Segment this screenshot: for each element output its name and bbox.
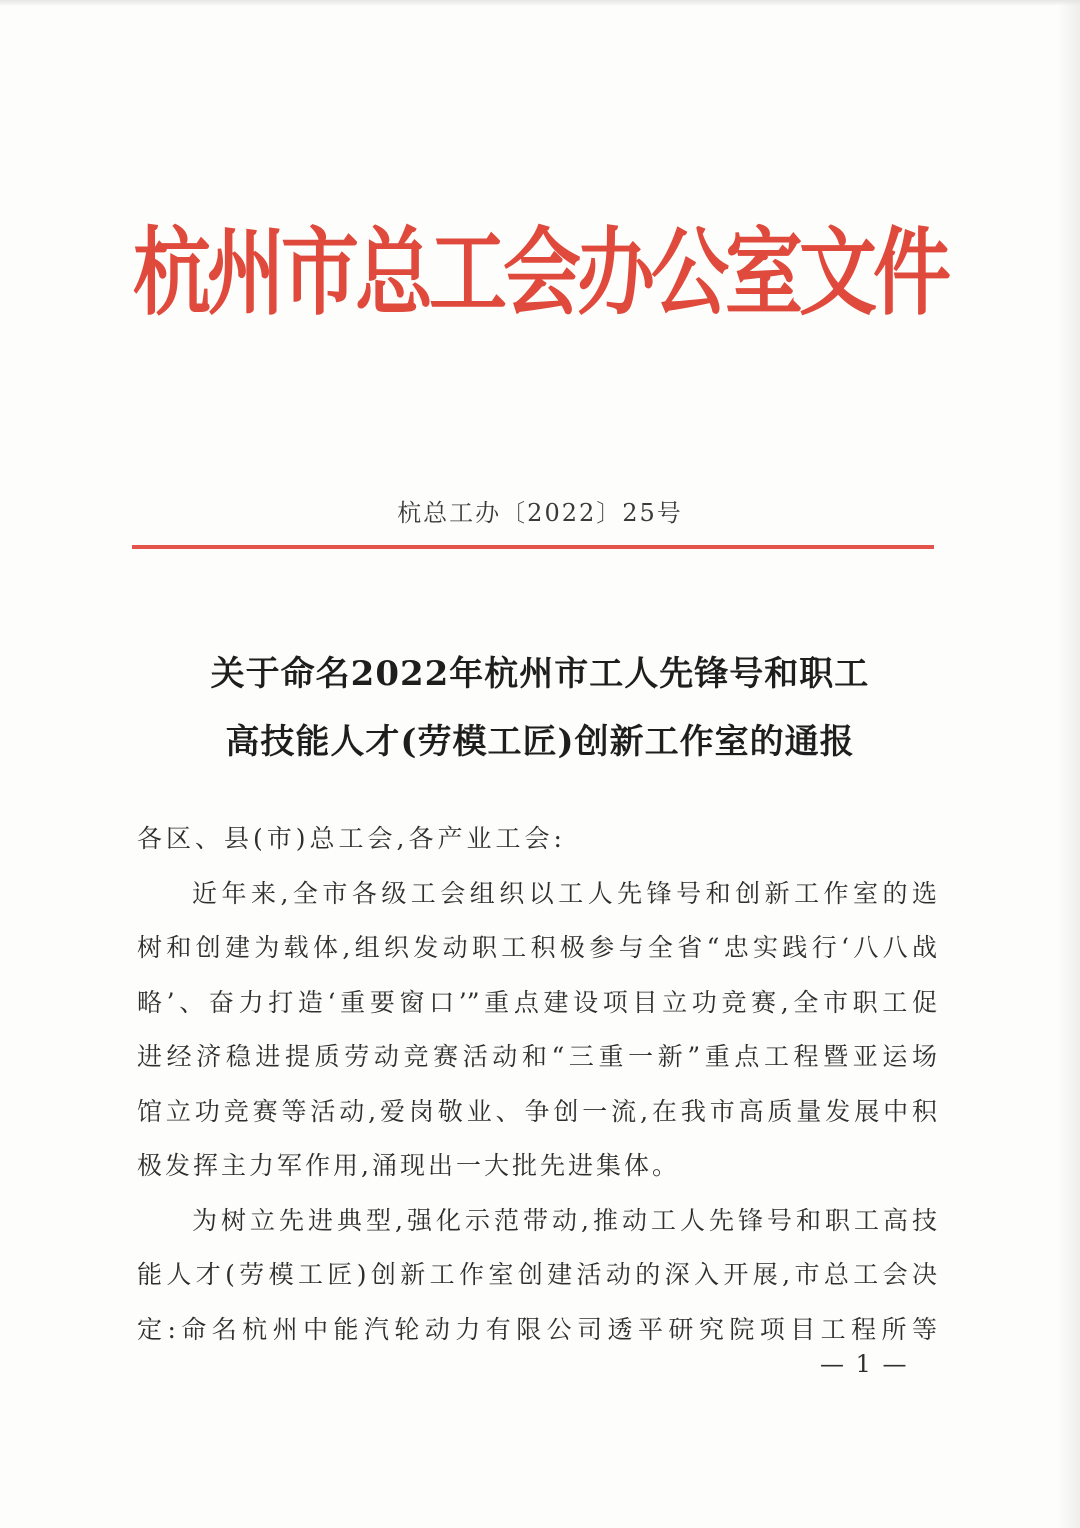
page-number: — 1 — (820, 1350, 909, 1378)
notice-title (0, 640, 1080, 776)
scan-top-shadow (0, 0, 1080, 6)
notice-title-line-2: 高技能人才(劳模工匠)创新工作室的通报 (225, 722, 855, 762)
paragraph-1-line: 极发挥主力军作用,涌现出一大批先进集体。 (137, 1151, 680, 1180)
scan-edge-shadow (1058, 0, 1080, 1528)
issuer-header-title: 杭州市总工会办公室文件 (132, 218, 947, 329)
paragraph-1-line: 馆立功竞赛等活动,爱岗敬业、争创一流,在我市高质量发展中积 (137, 1096, 937, 1126)
red-separator-line (132, 545, 934, 549)
salutation: 各区、县(市)总工会,各产业工会: (137, 824, 566, 853)
paragraph-2-line: 定:命名杭州中能汽轮动力有限公司透平研究院项目工程所等 (137, 1314, 937, 1344)
paragraph-1-line: 进经济稳进提质劳动竞赛活动和“三重一新”重点工程暨亚运场 (137, 1042, 937, 1071)
notice-body (137, 812, 937, 1357)
paragraph-1-line: 近年来,全市各级工会组织以工人先锋号和创新工作室的选 (192, 878, 937, 908)
paragraph-2-line: 能人才(劳模工匠)创新工作室创建活动的深入开展,市总工会决 (137, 1260, 937, 1289)
paragraph-2-line: 为树立先进典型,强化示范带动,推动工人先锋号和职工高技 (192, 1205, 937, 1235)
document-number: 杭总工办〔2022〕25号 (397, 499, 683, 527)
paragraph-1-line: 略’、奋力打造‘重要窗口’”重点建设项目立功竞赛,全市职工促 (137, 987, 937, 1017)
notice-title-line-1: 关于命名2022年杭州市工人先锋号和职工 (210, 654, 870, 694)
paragraph-1-line: 树和创建为载体,组织发动职工积极参与全省“忠实践行‘八八战 (137, 933, 937, 962)
